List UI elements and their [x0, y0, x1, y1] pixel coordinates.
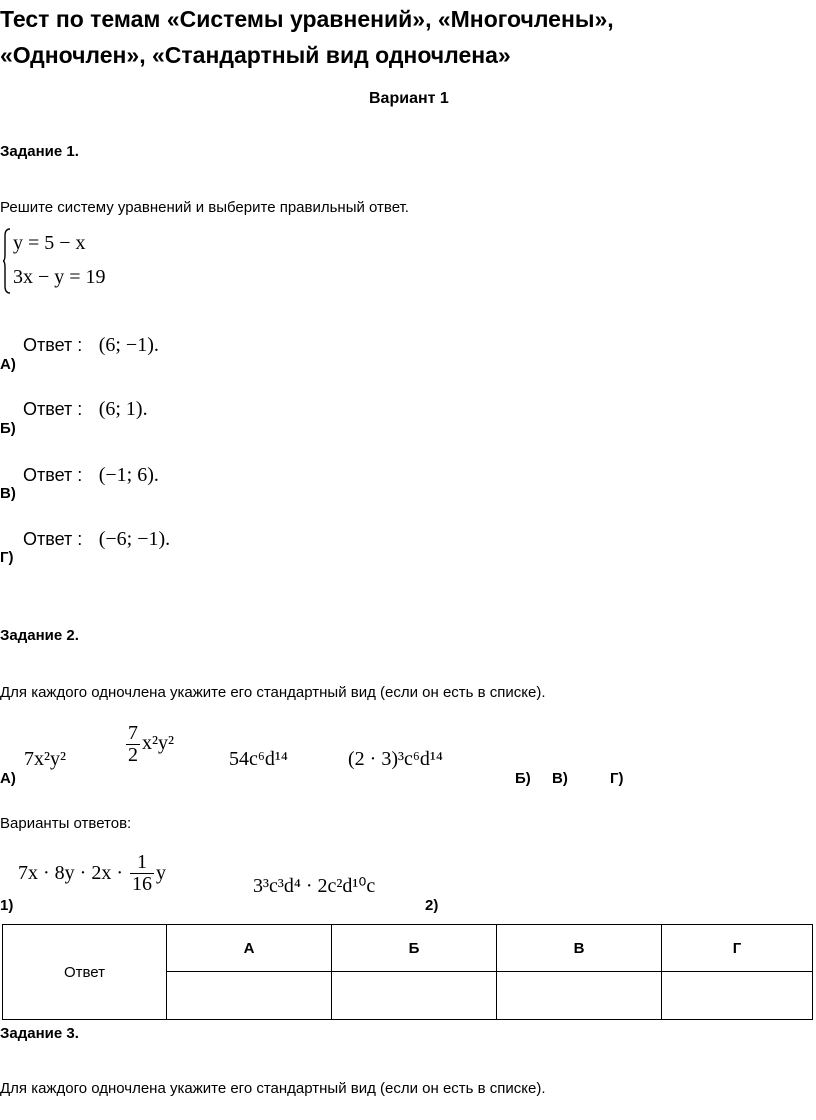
variant-2-expression: 3³c³d⁴ · 2c²d¹⁰c — [253, 875, 376, 897]
monomial-c: 54c⁶d¹⁴ — [229, 748, 288, 770]
equation-1-text: y = 5 − x — [13, 232, 86, 254]
answer-word: Ответ : — [23, 335, 83, 355]
task2-instruction: Для каждого одночлена укажите его стандартный вид (если он есть в списке). — [0, 684, 546, 701]
system-equation-2 — [13, 266, 106, 289]
option-v-value: (−1; 6). — [98, 464, 159, 486]
fraction-denominator: 16 — [131, 873, 152, 895]
answer-table — [2, 924, 813, 1020]
fraction-numerator: 7 — [128, 722, 138, 744]
option-b-value: (6; 1). — [98, 398, 148, 420]
document-title-line-1: Тест по темам «Системы уравнений», «Многочлены», — [0, 6, 614, 32]
table-col-a: А — [167, 925, 332, 972]
answer-cell-b[interactable] — [332, 972, 497, 1020]
monomial-a: 7x²y² — [24, 748, 66, 770]
answer-word: Ответ : — [23, 529, 83, 549]
document-title-line-2: «Одночлен», «Стандартный вид одночлена» — [0, 42, 511, 68]
answer-cell-g[interactable] — [662, 972, 813, 1020]
option-v-letter: В) — [0, 485, 16, 502]
variant-1-suffix: y — [155, 862, 166, 884]
monomial-b-variables: x²y² — [142, 732, 174, 755]
task3-heading: Задание 3. — [0, 1025, 79, 1042]
option-a-letter: А) — [0, 356, 16, 373]
table-row-label: Ответ — [3, 925, 167, 1020]
option-g-letter: Г) — [0, 549, 14, 566]
answer-cell-a[interactable] — [167, 972, 332, 1020]
variant-1-prefix: 7x · 8y · 2x · — [18, 862, 123, 884]
option-g-value: (−6; −1). — [98, 528, 171, 550]
variant-2-number: 2) — [425, 897, 439, 914]
answer-word: Ответ : — [23, 399, 83, 419]
table-col-v: В — [497, 925, 662, 972]
option-b-letter: Б) — [0, 420, 16, 437]
option-a-answer — [23, 334, 159, 357]
monomial-b — [124, 723, 174, 766]
task1-heading: Задание 1. — [0, 143, 79, 160]
variant-1-fraction — [130, 852, 154, 895]
variant-1-number: 1) — [0, 897, 14, 914]
task1-instruction: Решите систему уравнений и выберите правильный ответ. — [0, 199, 409, 216]
answer-word: Ответ : — [23, 465, 83, 485]
option-a-value: (6; −1). — [98, 334, 159, 356]
monomial-letter-v: В) — [552, 770, 568, 787]
table-header-row — [3, 925, 813, 972]
variant-1-expression — [18, 852, 166, 895]
variants-label: Варианты ответов: — [0, 815, 132, 832]
equation-2-text: 3x − y = 19 — [13, 266, 106, 288]
answer-cell-v[interactable] — [497, 972, 662, 1020]
monomial-letter-g: Г) — [610, 770, 624, 787]
monomial-letter-a: А) — [0, 770, 16, 787]
option-g-answer — [23, 528, 170, 551]
fraction-denominator: 2 — [128, 744, 138, 766]
task3-instruction: Для каждого одночлена укажите его стандартный вид (если он есть в списке). — [0, 1080, 546, 1097]
variant-heading: Вариант 1 — [369, 90, 449, 107]
fraction-numerator: 1 — [130, 852, 154, 874]
table-col-g: Г — [662, 925, 813, 972]
table-col-b: Б — [332, 925, 497, 972]
option-b-answer — [23, 398, 148, 421]
monomial-b-fraction — [126, 723, 140, 766]
system-equation-1 — [13, 232, 86, 255]
monomial-letter-b: Б) — [515, 770, 531, 787]
task2-heading: Задание 2. — [0, 627, 79, 644]
monomial-d: (2 · 3)³c⁶d¹⁴ — [348, 748, 443, 770]
option-v-answer — [23, 464, 159, 487]
system-brace-icon — [3, 228, 11, 294]
